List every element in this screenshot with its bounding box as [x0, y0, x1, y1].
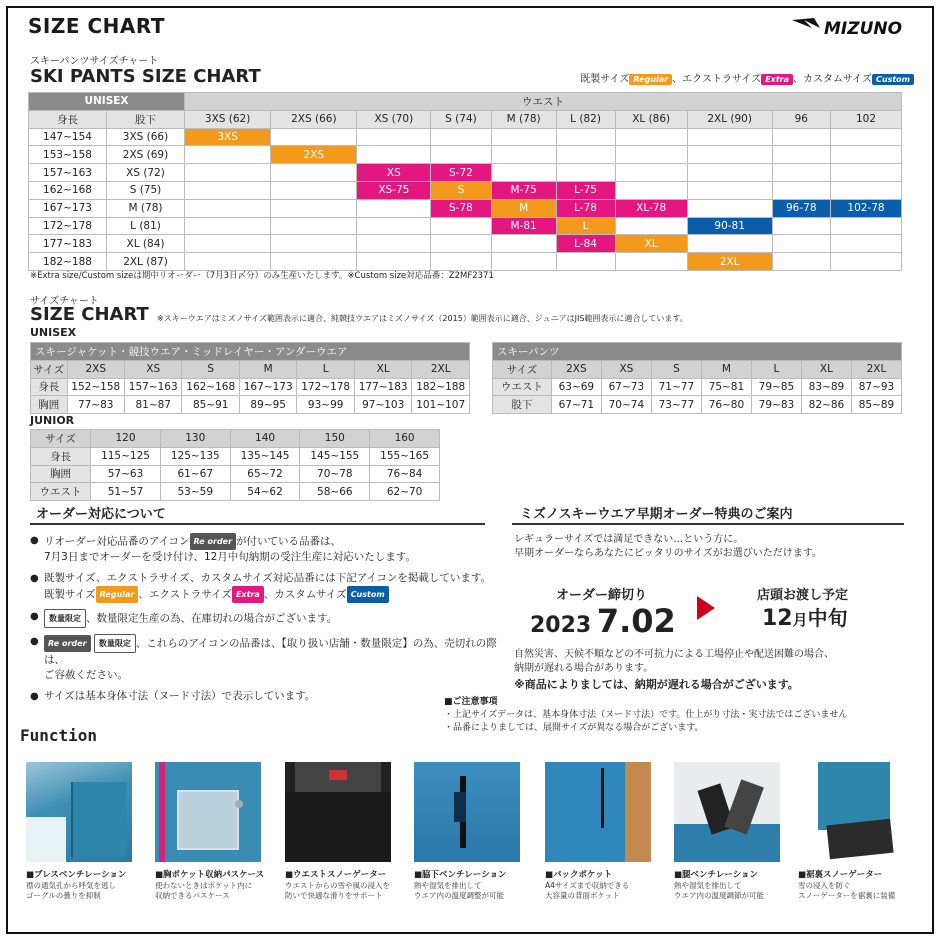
- height-cell: 153~158: [29, 146, 107, 164]
- height-cell: 157~163: [29, 164, 107, 182]
- delivery-date: 12月中旬: [762, 606, 848, 631]
- reorder-badge: Re order: [44, 635, 91, 652]
- inseam-cell: XS (72): [107, 164, 185, 182]
- function-caption-4: ■脇下ベンチレーション: [414, 870, 507, 880]
- size-cell: [271, 217, 357, 235]
- height-col-header: 身長: [29, 110, 107, 128]
- size-cell: 2XL: [687, 253, 772, 271]
- jacket-size-table: [30, 342, 470, 414]
- regular-badge: Regular: [629, 74, 672, 85]
- table-cell: 67~73: [601, 378, 651, 396]
- size-cell: XS: [357, 164, 431, 182]
- order-section-header: オーダー対応について: [30, 503, 485, 525]
- size-cell: S-72: [431, 164, 491, 182]
- table-cell: 54~62: [230, 483, 300, 501]
- height-cell: 177~183: [29, 235, 107, 253]
- column-header: サイズ: [31, 430, 91, 448]
- size-cell: [615, 217, 687, 235]
- size-cell: [431, 253, 491, 271]
- ski-pants-title: SKI PANTS SIZE CHART: [30, 66, 261, 87]
- height-cell: 162~168: [29, 181, 107, 199]
- size-legend: 既製サイズ Regular 、エクストラサイズ Extra 、カスタムサイズ Custom: [580, 70, 914, 85]
- table-cell: 62~70: [370, 483, 440, 501]
- size-cell: M-81: [491, 217, 556, 235]
- size-cell: [556, 253, 615, 271]
- size-cell: 102-78: [831, 199, 902, 217]
- size-cell: [772, 235, 831, 253]
- size-cell: [615, 146, 687, 164]
- table-row: [31, 396, 470, 414]
- size-cell: [772, 253, 831, 271]
- junior-size-table: [30, 429, 440, 501]
- size-cell: [687, 128, 772, 146]
- size-cell: [687, 235, 772, 253]
- size-cell: M-75: [491, 181, 556, 199]
- size-cell: [615, 128, 687, 146]
- table-cell: 53~59: [160, 483, 230, 501]
- waist-col-header: 2XS (66): [271, 110, 357, 128]
- table-cell: 77~83: [67, 396, 124, 414]
- size-cell: [772, 181, 831, 199]
- size-cell: [831, 128, 902, 146]
- function-desc-2: 使わないときはポケット内に 収納できるパスケース: [155, 881, 253, 900]
- early-order-header: ミズノスキーウエア早期オーダー特典のご案内: [512, 503, 904, 525]
- table-row: [31, 447, 440, 465]
- extra-badge: Extra: [761, 74, 793, 85]
- column-header: 140: [230, 430, 300, 448]
- size-cell: [185, 235, 271, 253]
- function-desc-3: ウエストからの雪や風の浸入を 防いで快適な滑りをサポート: [285, 881, 390, 900]
- table-row: [29, 128, 902, 146]
- table-row: [29, 181, 902, 199]
- table-cell: 81~87: [124, 396, 181, 414]
- size-cell: [687, 181, 772, 199]
- inseam-cell: 2XL (87): [107, 253, 185, 271]
- function-desc-4: 熱や湿気を排出して ウエア内の温度調整が可能: [414, 881, 504, 900]
- waist-col-header: M (78): [491, 110, 556, 128]
- function-desc-1: 襟の通気孔から呼気を逃し ゴーグルの曇りを抑制: [26, 881, 116, 900]
- table-row: [29, 235, 902, 253]
- size-cell: [772, 128, 831, 146]
- header-row: [493, 360, 902, 378]
- size-cell: [185, 181, 271, 199]
- size-cell: [185, 164, 271, 182]
- table-cell: 58~66: [300, 483, 370, 501]
- column-header: 150: [300, 430, 370, 448]
- size-cell: 2XS: [271, 146, 357, 164]
- delivery-notes: 自然災害、天候不順などの不可抗力による工場停止や配送困難の場合、 納期が遅れる場合があります。 ※商品によりましては、納期が遅れる場合がございます。: [514, 649, 834, 691]
- table-row: [493, 396, 902, 414]
- function-desc-5: A4サイズまで収納できる 大容量の背面ポケット: [545, 881, 630, 900]
- table-cell: 70~74: [601, 396, 651, 414]
- deadline-label: オーダー締切り: [556, 588, 648, 603]
- row-label: 身長: [31, 447, 91, 465]
- page-title: SIZE CHART: [28, 14, 166, 38]
- column-header: 130: [160, 430, 230, 448]
- size-cell: [556, 164, 615, 182]
- function-caption-3: ■ウエストスノーゲーター: [285, 870, 387, 880]
- table-cell: 145~155: [300, 447, 370, 465]
- size-cell: [357, 199, 431, 217]
- ski-pants-note: ※Extra size/Custom sizeは期中リオーダー（7月3日〆分）のみ生産いたします。※Custom size対応品番：Z2MF2371: [30, 271, 494, 281]
- size-cell: L-84: [556, 235, 615, 253]
- order-item-5: ● サイズは基本身体寸法（ヌード寸法）で表示しています。: [30, 689, 500, 704]
- inseam-cell: XL (84): [107, 235, 185, 253]
- size-cell: [185, 253, 271, 271]
- function-title: Function: [20, 726, 98, 745]
- order-item-4: ● Re order 数量限定 、これらのアイコンの品番は、【取り扱い店舗・数量限定】の為、売切れの際は、 ご容赦ください。: [30, 634, 500, 683]
- height-cell: 182~188: [29, 253, 107, 271]
- size-cell: [357, 253, 431, 271]
- size-chart-title: SIZE CHART: [30, 304, 149, 325]
- arrow-right-icon: [697, 596, 715, 620]
- function-caption-6: ■腿ベンチレーション: [674, 870, 759, 880]
- size-chart-note: ※スキーウエアはミズノサイズ範囲表示に適合、純競技ウエアはミズノサイズ（2015）範囲表示に適合、ジュニアはJIS範囲表示に適合しています。: [157, 314, 688, 323]
- inseam-cell: 2XS (69): [107, 146, 185, 164]
- size-cell: [491, 164, 556, 182]
- table-cell: 89~95: [239, 396, 296, 414]
- size-cell: [357, 128, 431, 146]
- size-cell: [615, 181, 687, 199]
- function-caption-2: ■胸ポケット収納パスケース: [155, 870, 265, 880]
- table-row: [29, 217, 902, 235]
- column-header: L: [297, 360, 354, 378]
- row-label: 股下: [493, 396, 552, 414]
- table-cell: 61~67: [160, 465, 230, 483]
- table-cell: 172~178: [297, 378, 354, 396]
- function-desc-6: 熱や湿気を排出して ウエア内の温度調節が可能: [674, 881, 764, 900]
- height-cell: 167~173: [29, 199, 107, 217]
- size-cell: [271, 164, 357, 182]
- size-cell: 90-81: [687, 217, 772, 235]
- unisex-header: UNISEX: [29, 93, 185, 111]
- caution-notes: ■ご注意事項 ・上記サイズデータは、基本身体寸法（ヌード寸法）です。仕上がり寸法・実寸法ではございません ・品番によりましては、展開サイズが異なる場合がございます。: [444, 697, 848, 733]
- ski-pants-subtitle: スキーパンツサイズチャート: [30, 56, 159, 67]
- table-cell: 87~93: [851, 378, 901, 396]
- waist-col-header: 96: [772, 110, 831, 128]
- table-cell: 71~77: [651, 378, 701, 396]
- waist-col-header: XS (70): [357, 110, 431, 128]
- size-cell: [615, 253, 687, 271]
- size-cell: [271, 235, 357, 253]
- table-cell: 70~78: [300, 465, 370, 483]
- junior-label: JUNIOR: [30, 414, 75, 427]
- column-header: 120: [91, 430, 161, 448]
- photo-thigh-vent: [674, 762, 780, 862]
- size-cell: [491, 128, 556, 146]
- size-cell: M: [491, 199, 556, 217]
- table-cell: 101~107: [412, 396, 470, 414]
- column-header: XS: [601, 360, 651, 378]
- size-cell: S-78: [431, 199, 491, 217]
- table-cell: 152~158: [67, 378, 124, 396]
- row-label: 胸囲: [31, 396, 68, 414]
- table-cell: 85~91: [182, 396, 239, 414]
- size-cell: [491, 253, 556, 271]
- photo-waist-gaiter: [285, 762, 391, 862]
- size-cell: XS-75: [357, 181, 431, 199]
- size-cell: [831, 181, 902, 199]
- table-cell: 75~81: [701, 378, 751, 396]
- photo-pass-case: [155, 762, 261, 862]
- size-cell: [491, 235, 556, 253]
- column-header: 2XS: [551, 360, 601, 378]
- size-cell: [271, 181, 357, 199]
- photo-underarm-vent: [414, 762, 520, 862]
- column-header: 2XL: [851, 360, 901, 378]
- column-header: 2XL: [412, 360, 470, 378]
- size-cell: L-75: [556, 181, 615, 199]
- jacket-table-title: スキージャケット・競技ウエア・ミッドレイヤー・アンダーウエア: [31, 343, 470, 361]
- column-header: サイズ: [493, 360, 552, 378]
- size-cell: [831, 217, 902, 235]
- table-row: [29, 253, 902, 271]
- reorder-badge: Re order: [190, 533, 237, 550]
- function-caption-7: ■裾裏スノーゲーター: [798, 870, 883, 880]
- table-row: [29, 199, 902, 217]
- inseam-col-header: 股下: [107, 110, 185, 128]
- limited-badge: 数量限定: [94, 634, 136, 653]
- size-cell: [687, 146, 772, 164]
- header-row: [31, 360, 470, 378]
- size-cell: [271, 128, 357, 146]
- column-header: XL: [801, 360, 851, 378]
- table-cell: 157~163: [124, 378, 181, 396]
- inseam-cell: L (81): [107, 217, 185, 235]
- size-cell: L: [556, 217, 615, 235]
- size-cell: [687, 164, 772, 182]
- column-header: サイズ: [31, 360, 68, 378]
- function-caption-5: ■バックポケット: [545, 870, 613, 880]
- size-cell: [772, 217, 831, 235]
- size-cell: [615, 164, 687, 182]
- limited-badge: 数量限定: [44, 609, 86, 628]
- table-cell: 155~165: [370, 447, 440, 465]
- height-cell: 172~178: [29, 217, 107, 235]
- function-caption-1: ■ブレスベンチレーション: [26, 870, 127, 880]
- size-cell: [831, 253, 902, 271]
- table-cell: 76~80: [701, 396, 751, 414]
- table-cell: 93~99: [297, 396, 354, 414]
- extra-badge: Extra: [232, 586, 264, 603]
- regular-badge: Regular: [96, 586, 139, 603]
- row-label: 胸囲: [31, 465, 91, 483]
- size-cell: [491, 146, 556, 164]
- table-cell: 115~125: [91, 447, 161, 465]
- pants-size-table: [492, 342, 902, 414]
- height-cell: 147~154: [29, 128, 107, 146]
- size-cell: [271, 253, 357, 271]
- size-cell: S: [431, 181, 491, 199]
- size-cell: [431, 128, 491, 146]
- waist-col-header: 102: [831, 110, 902, 128]
- inseam-cell: M (78): [107, 199, 185, 217]
- size-cell: 96-78: [772, 199, 831, 217]
- size-cell: [772, 146, 831, 164]
- size-cell: [185, 146, 271, 164]
- mizuno-logo: [790, 14, 920, 40]
- size-cell: [831, 164, 902, 182]
- size-cell: [431, 235, 491, 253]
- table-row: [31, 378, 470, 396]
- size-cell: [831, 146, 902, 164]
- order-item-1: ● リオーダー対応品番のアイコン Re order が付いている品番は、 7月3日までオーダーを受け付け、12月中旬納期の受注生産に対応いたします。: [30, 533, 500, 565]
- function-desc-7: 雪の浸入を防ぐ スノーゲーターを裾裏に装備: [798, 881, 896, 900]
- table-row: [31, 465, 440, 483]
- inseam-cell: S (75): [107, 181, 185, 199]
- ski-pants-size-table: [28, 92, 902, 271]
- table-cell: 57~63: [91, 465, 161, 483]
- table-cell: 51~57: [91, 483, 161, 501]
- column-header: XL: [354, 360, 411, 378]
- table-cell: 177~183: [354, 378, 411, 396]
- table-cell: 182~188: [412, 378, 470, 396]
- column-header: 2XS: [67, 360, 124, 378]
- table-row: [31, 483, 440, 501]
- table-cell: 76~84: [370, 465, 440, 483]
- row-label: ウエスト: [493, 378, 552, 396]
- waist-col-header: XL (86): [615, 110, 687, 128]
- size-cell: [772, 164, 831, 182]
- early-order-intro: レギュラーサイズでは満足できない…という方に。 早期オーダーならあなたにピッタリのサイズがお選びいただけます。: [514, 534, 822, 559]
- size-cell: [831, 235, 902, 253]
- column-header: S: [651, 360, 701, 378]
- table-cell: 73~77: [651, 396, 701, 414]
- table-cell: 97~103: [354, 396, 411, 414]
- size-cell: L-78: [556, 199, 615, 217]
- custom-badge: Custom: [347, 586, 389, 603]
- table-cell: 135~145: [230, 447, 300, 465]
- table-cell: 83~89: [801, 378, 851, 396]
- table-row: [29, 164, 902, 182]
- column-header: XS: [124, 360, 181, 378]
- unisex-label: UNISEX: [30, 326, 77, 339]
- photo-back-pocket: [545, 762, 651, 862]
- size-cell: 3XS: [185, 128, 271, 146]
- size-cell: [357, 217, 431, 235]
- column-header: 160: [370, 430, 440, 448]
- brand-wordmark: MIZUNO: [824, 19, 903, 39]
- size-cell: [687, 199, 772, 217]
- column-header: L: [751, 360, 801, 378]
- table-cell: 79~83: [751, 396, 801, 414]
- size-cell: [431, 217, 491, 235]
- photo-breath-ventilation: [26, 762, 132, 862]
- table-row: [29, 146, 902, 164]
- size-cell: XL: [615, 235, 687, 253]
- size-cell: XL-78: [615, 199, 687, 217]
- size-cell: [185, 199, 271, 217]
- size-cell: [556, 146, 615, 164]
- waist-header: ウエスト: [185, 93, 902, 111]
- table-cell: 125~135: [160, 447, 230, 465]
- waist-col-header: L (82): [556, 110, 615, 128]
- table-cell: 67~71: [551, 396, 601, 414]
- column-header: M: [701, 360, 751, 378]
- column-header: S: [182, 360, 239, 378]
- table-cell: 167~173: [239, 378, 296, 396]
- order-item-2: ● 既製サイズ、エクストラサイズ、カスタムサイズ対応品番には下記アイコンを掲載しています。 既製サイズ Regular 、エクストラサイズ Extra 、カスタムサイズ Custom: [30, 571, 500, 603]
- table-cell: 79~85: [751, 378, 801, 396]
- table-cell: 65~72: [230, 465, 300, 483]
- row-label: 身長: [31, 378, 68, 396]
- table-cell: 82~86: [801, 396, 851, 414]
- inseam-cell: 3XS (66): [107, 128, 185, 146]
- column-header: M: [239, 360, 296, 378]
- waist-col-header: 3XS (62): [185, 110, 271, 128]
- table-row: [493, 378, 902, 396]
- deadline-date: 2023 7.02: [530, 602, 676, 640]
- waist-col-header: 2XL (90): [687, 110, 772, 128]
- size-cell: [431, 146, 491, 164]
- photo-hem-gaiter: [798, 762, 904, 862]
- delivery-label: 店頭お渡し予定: [757, 588, 849, 603]
- order-item-3: ● 数量限定 、数量限定生産の為、在庫切れの場合がございます。: [30, 609, 500, 628]
- pants-table-title: スキーパンツ: [493, 343, 902, 361]
- size-cell: [185, 217, 271, 235]
- size-cell: [357, 146, 431, 164]
- size-cell: [556, 128, 615, 146]
- table-cell: 63~69: [551, 378, 601, 396]
- row-label: ウエスト: [31, 483, 91, 501]
- order-info-list: [30, 533, 500, 710]
- header-row: [31, 430, 440, 448]
- size-cell: [271, 199, 357, 217]
- size-chart-subtitle: サイズチャート: [30, 296, 99, 307]
- table-cell: 85~89: [851, 396, 901, 414]
- table-cell: 162~168: [182, 378, 239, 396]
- custom-badge: Custom: [872, 74, 914, 85]
- size-cell: [357, 235, 431, 253]
- waist-col-header: S (74): [431, 110, 491, 128]
